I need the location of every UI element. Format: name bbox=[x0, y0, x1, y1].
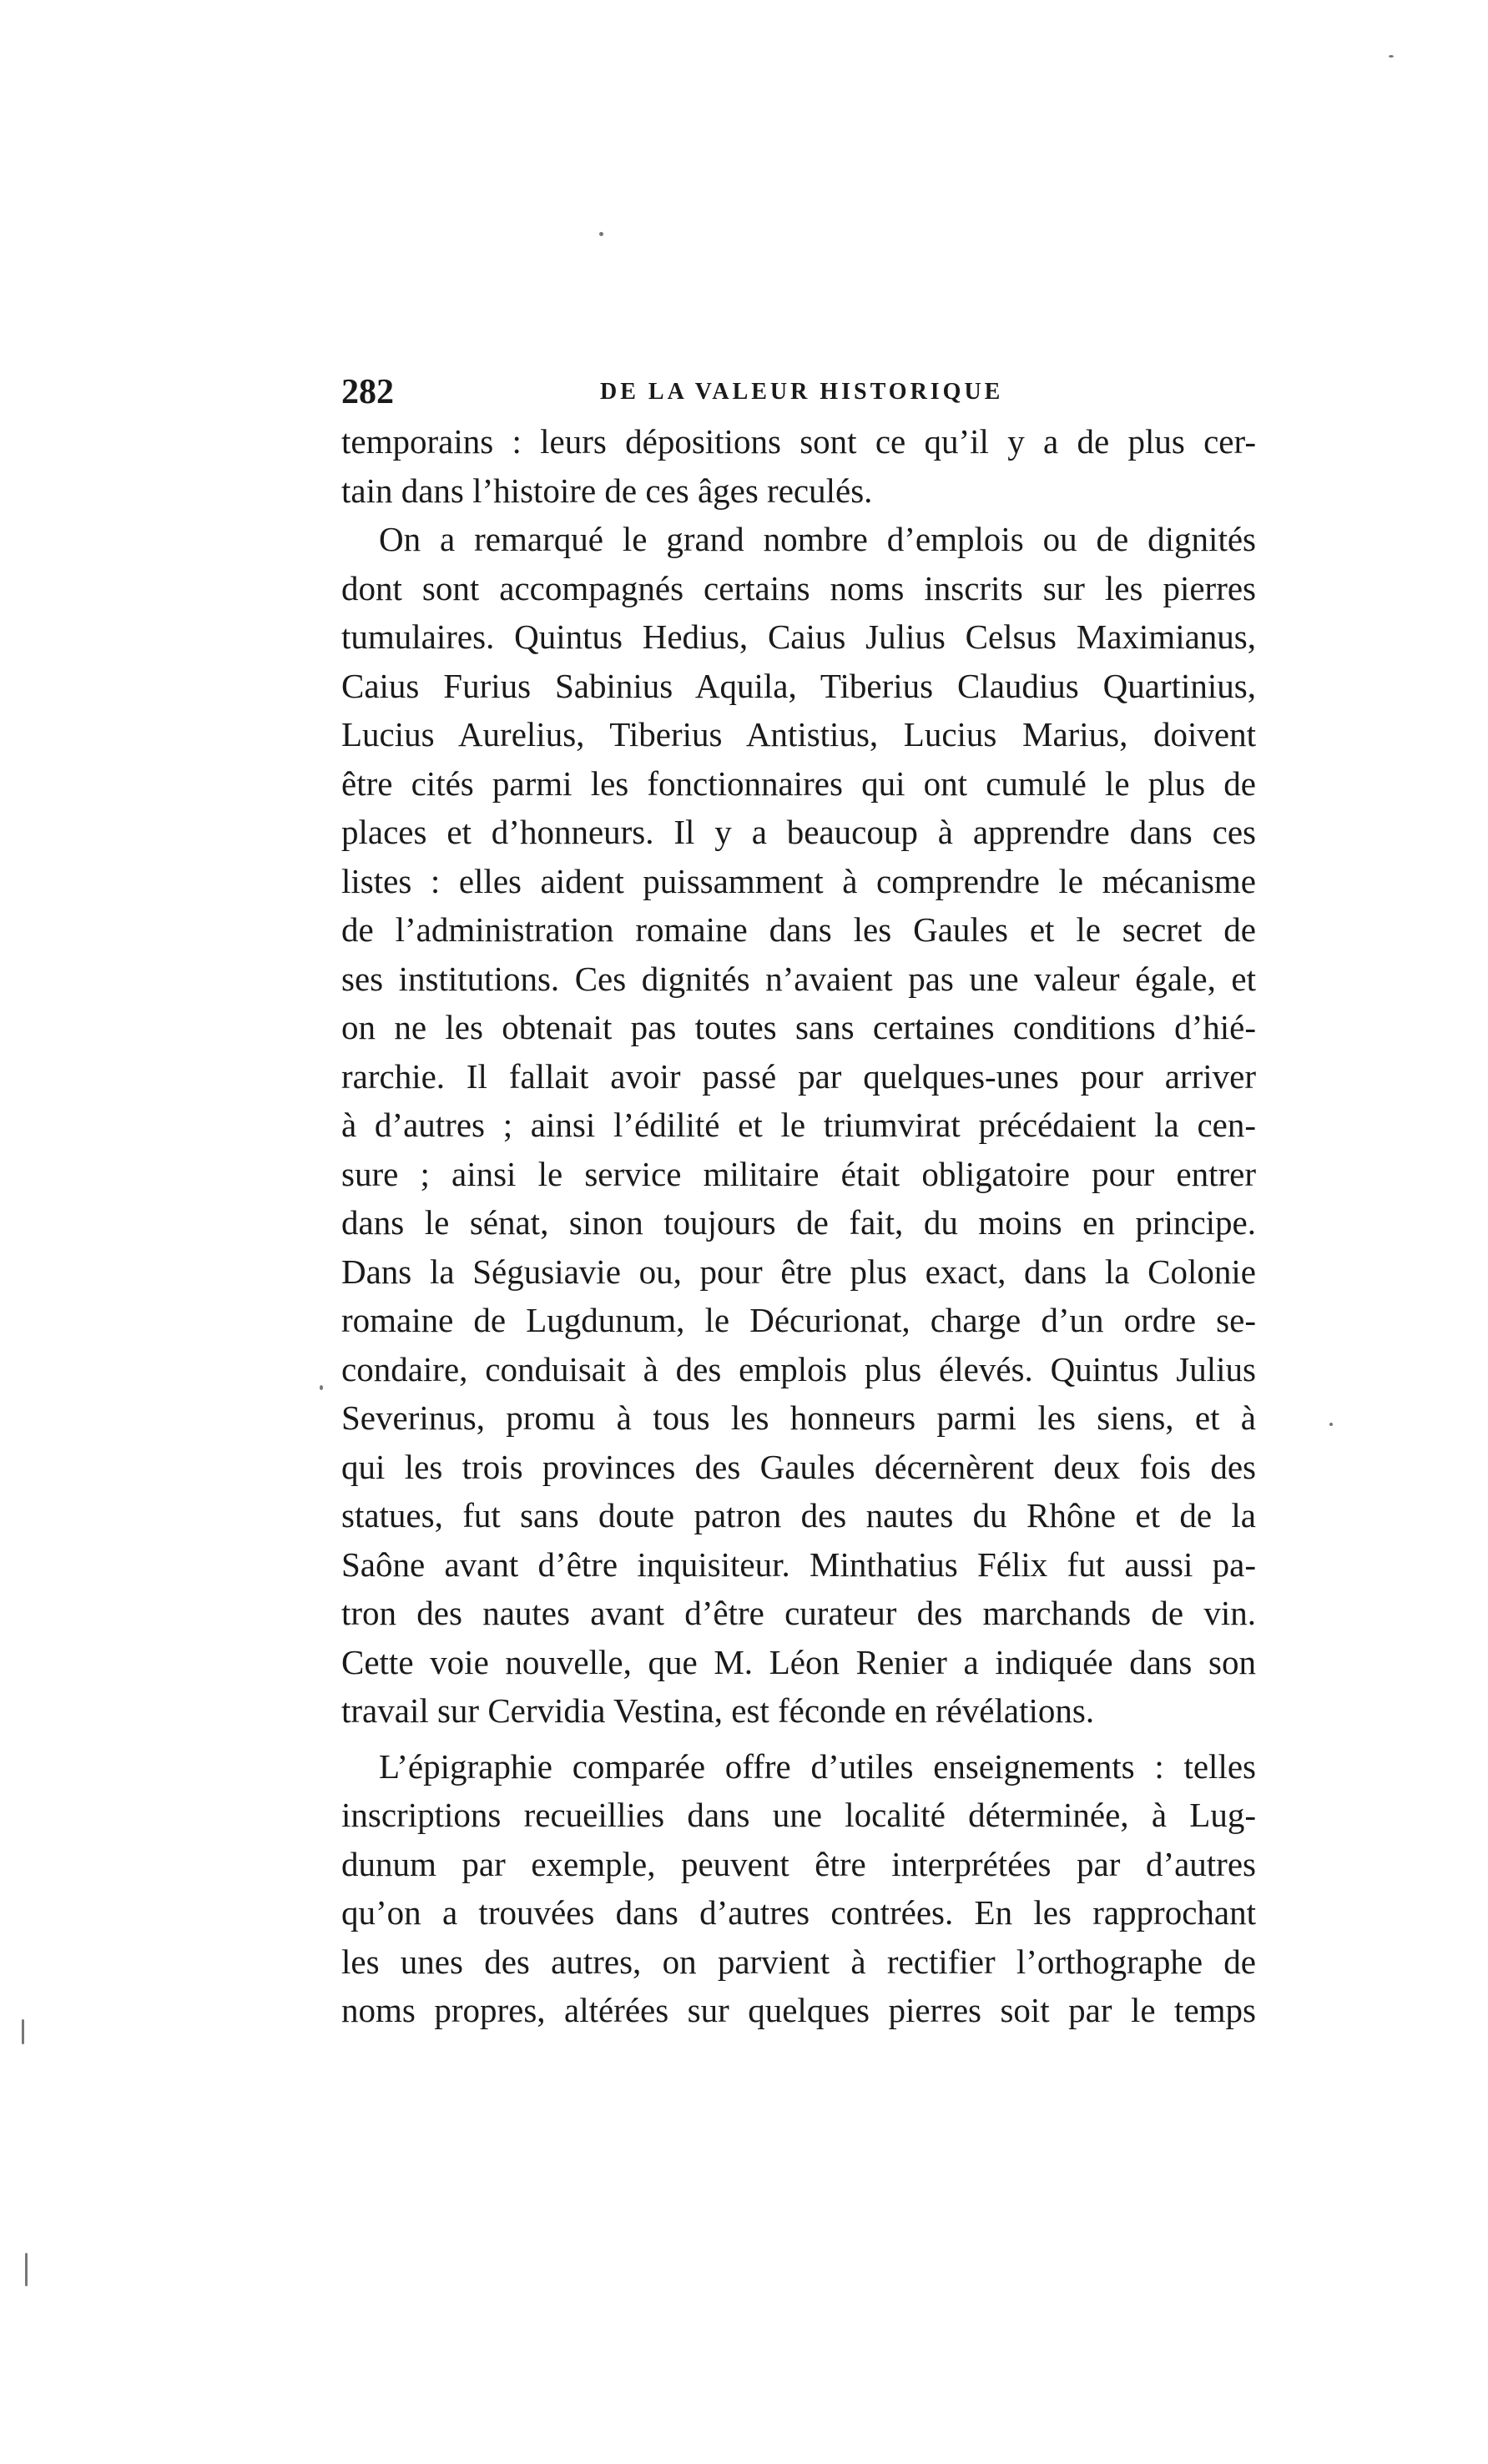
text-line: On a remarqué le grand nombre d’emplois ou de dignités bbox=[379, 520, 1256, 558]
running-title: DE LA VALEUR HISTORIQUE bbox=[600, 379, 1004, 405]
scan-speck bbox=[599, 232, 603, 236]
text-line: inscriptions recueillies dans une localité déterminée, à Lug- bbox=[341, 1796, 1256, 1834]
text-line: romaine de Lugdunum, le Décurionat, charge d’un ordre se- bbox=[341, 1301, 1256, 1339]
text-line: listes : elles aident puissamment à comprendre le mécanisme bbox=[341, 861, 1256, 900]
text-line: noms propres, altérées sur quelques pierres soit par le temps bbox=[341, 1991, 1256, 2029]
text-line: Caius Furius Sabinius Aquila, Tiberius Claudius Quartinius, bbox=[341, 666, 1256, 705]
text-line: places et d’honneurs. Il y a beaucoup à apprendre dans ces bbox=[341, 813, 1256, 851]
text-line: on ne les obtenait pas toutes sans certaines conditions d’hié- bbox=[341, 1008, 1256, 1046]
text-line: Cette voie nouvelle, que M. Léon Renier a indiquée dans son bbox=[341, 1642, 1256, 1681]
paragraph-gap bbox=[341, 1736, 1256, 1742]
text-line: Lucius Aurelius, Tiberius Antistius, Lucius Marius, doivent bbox=[341, 715, 1256, 753]
text-line: rarchie. Il fallait avoir passé par quelques-unes pour arriver bbox=[341, 1056, 1256, 1096]
text-line: ses institutions. Ces dignités n’avaient pas une valeur égale, et bbox=[341, 959, 1256, 998]
text-line: de l’administration romaine dans les Gaules et le secret de bbox=[341, 910, 1256, 949]
text-line: les unes des autres, on parvient à rectifier l’orthographe de bbox=[341, 1942, 1256, 1981]
page-number: 282 bbox=[341, 373, 394, 411]
text-line: temporains : leurs dépositions sont ce qu’il y a de plus cer- bbox=[341, 422, 1256, 461]
text-line: qui les trois provinces des Gaules décernèrent deux fois des bbox=[341, 1447, 1256, 1486]
text-line: qu’on a trouvées dans d’autres contrées. En les rapprochant bbox=[341, 1893, 1256, 1932]
text-line: L’épigraphie comparée offre d’utiles enseignements : telles bbox=[379, 1746, 1256, 1786]
scan-speck bbox=[25, 2253, 28, 2286]
scan-speck bbox=[22, 2019, 24, 2044]
text-line: à d’autres ; ainsi l’édilité et le triumvirat précédaient la cen- bbox=[341, 1106, 1256, 1144]
text-line: Dans la Ségusiavie ou, pour être plus exact, dans la Colonie bbox=[341, 1252, 1256, 1291]
scan-speck bbox=[1329, 1423, 1333, 1426]
scan-speck bbox=[1389, 55, 1394, 58]
text-line: tumulaires. Quintus Hedius, Caius Julius Celsus Maximianus, bbox=[341, 617, 1256, 656]
body-text bbox=[341, 417, 1256, 2035]
text-line: dans le sénat, sinon toujours de fait, du moins en principe. bbox=[341, 1203, 1256, 1242]
text-line: Saône avant d’être inquisiteur. Minthatius Félix fut aussi pa- bbox=[341, 1544, 1256, 1584]
text-line: statues, fut sans doute patron des nautes du Rhône et de la bbox=[341, 1496, 1256, 1534]
text-line: tron des nautes avant d’être curateur des marchands de vin. bbox=[341, 1594, 1256, 1632]
text-line: sure ; ainsi le service militaire était obligatoire pour entrer bbox=[341, 1154, 1256, 1193]
text-line: condaire, conduisait à des emplois plus élevés. Quintus Julius bbox=[341, 1349, 1256, 1388]
text-line: Severinus, promu à tous les honneurs parmi les siens, et à bbox=[341, 1398, 1256, 1437]
text-line: dont sont accompagnés certains noms inscrits sur les pierres bbox=[341, 568, 1256, 607]
text-line: tain dans l’histoire de ces âges reculés. bbox=[341, 471, 873, 510]
scan-speck bbox=[320, 1385, 323, 1390]
text-line: travail sur Cervidia Vestina, est féconde en révélations. bbox=[341, 1691, 1095, 1730]
page-header bbox=[341, 367, 1256, 417]
text-line: être cités parmi les fonctionnaires qui ont cumulé le plus de bbox=[341, 763, 1256, 803]
text-line: dunum par exemple, peuvent être interprétées par d’autres bbox=[341, 1844, 1256, 1883]
